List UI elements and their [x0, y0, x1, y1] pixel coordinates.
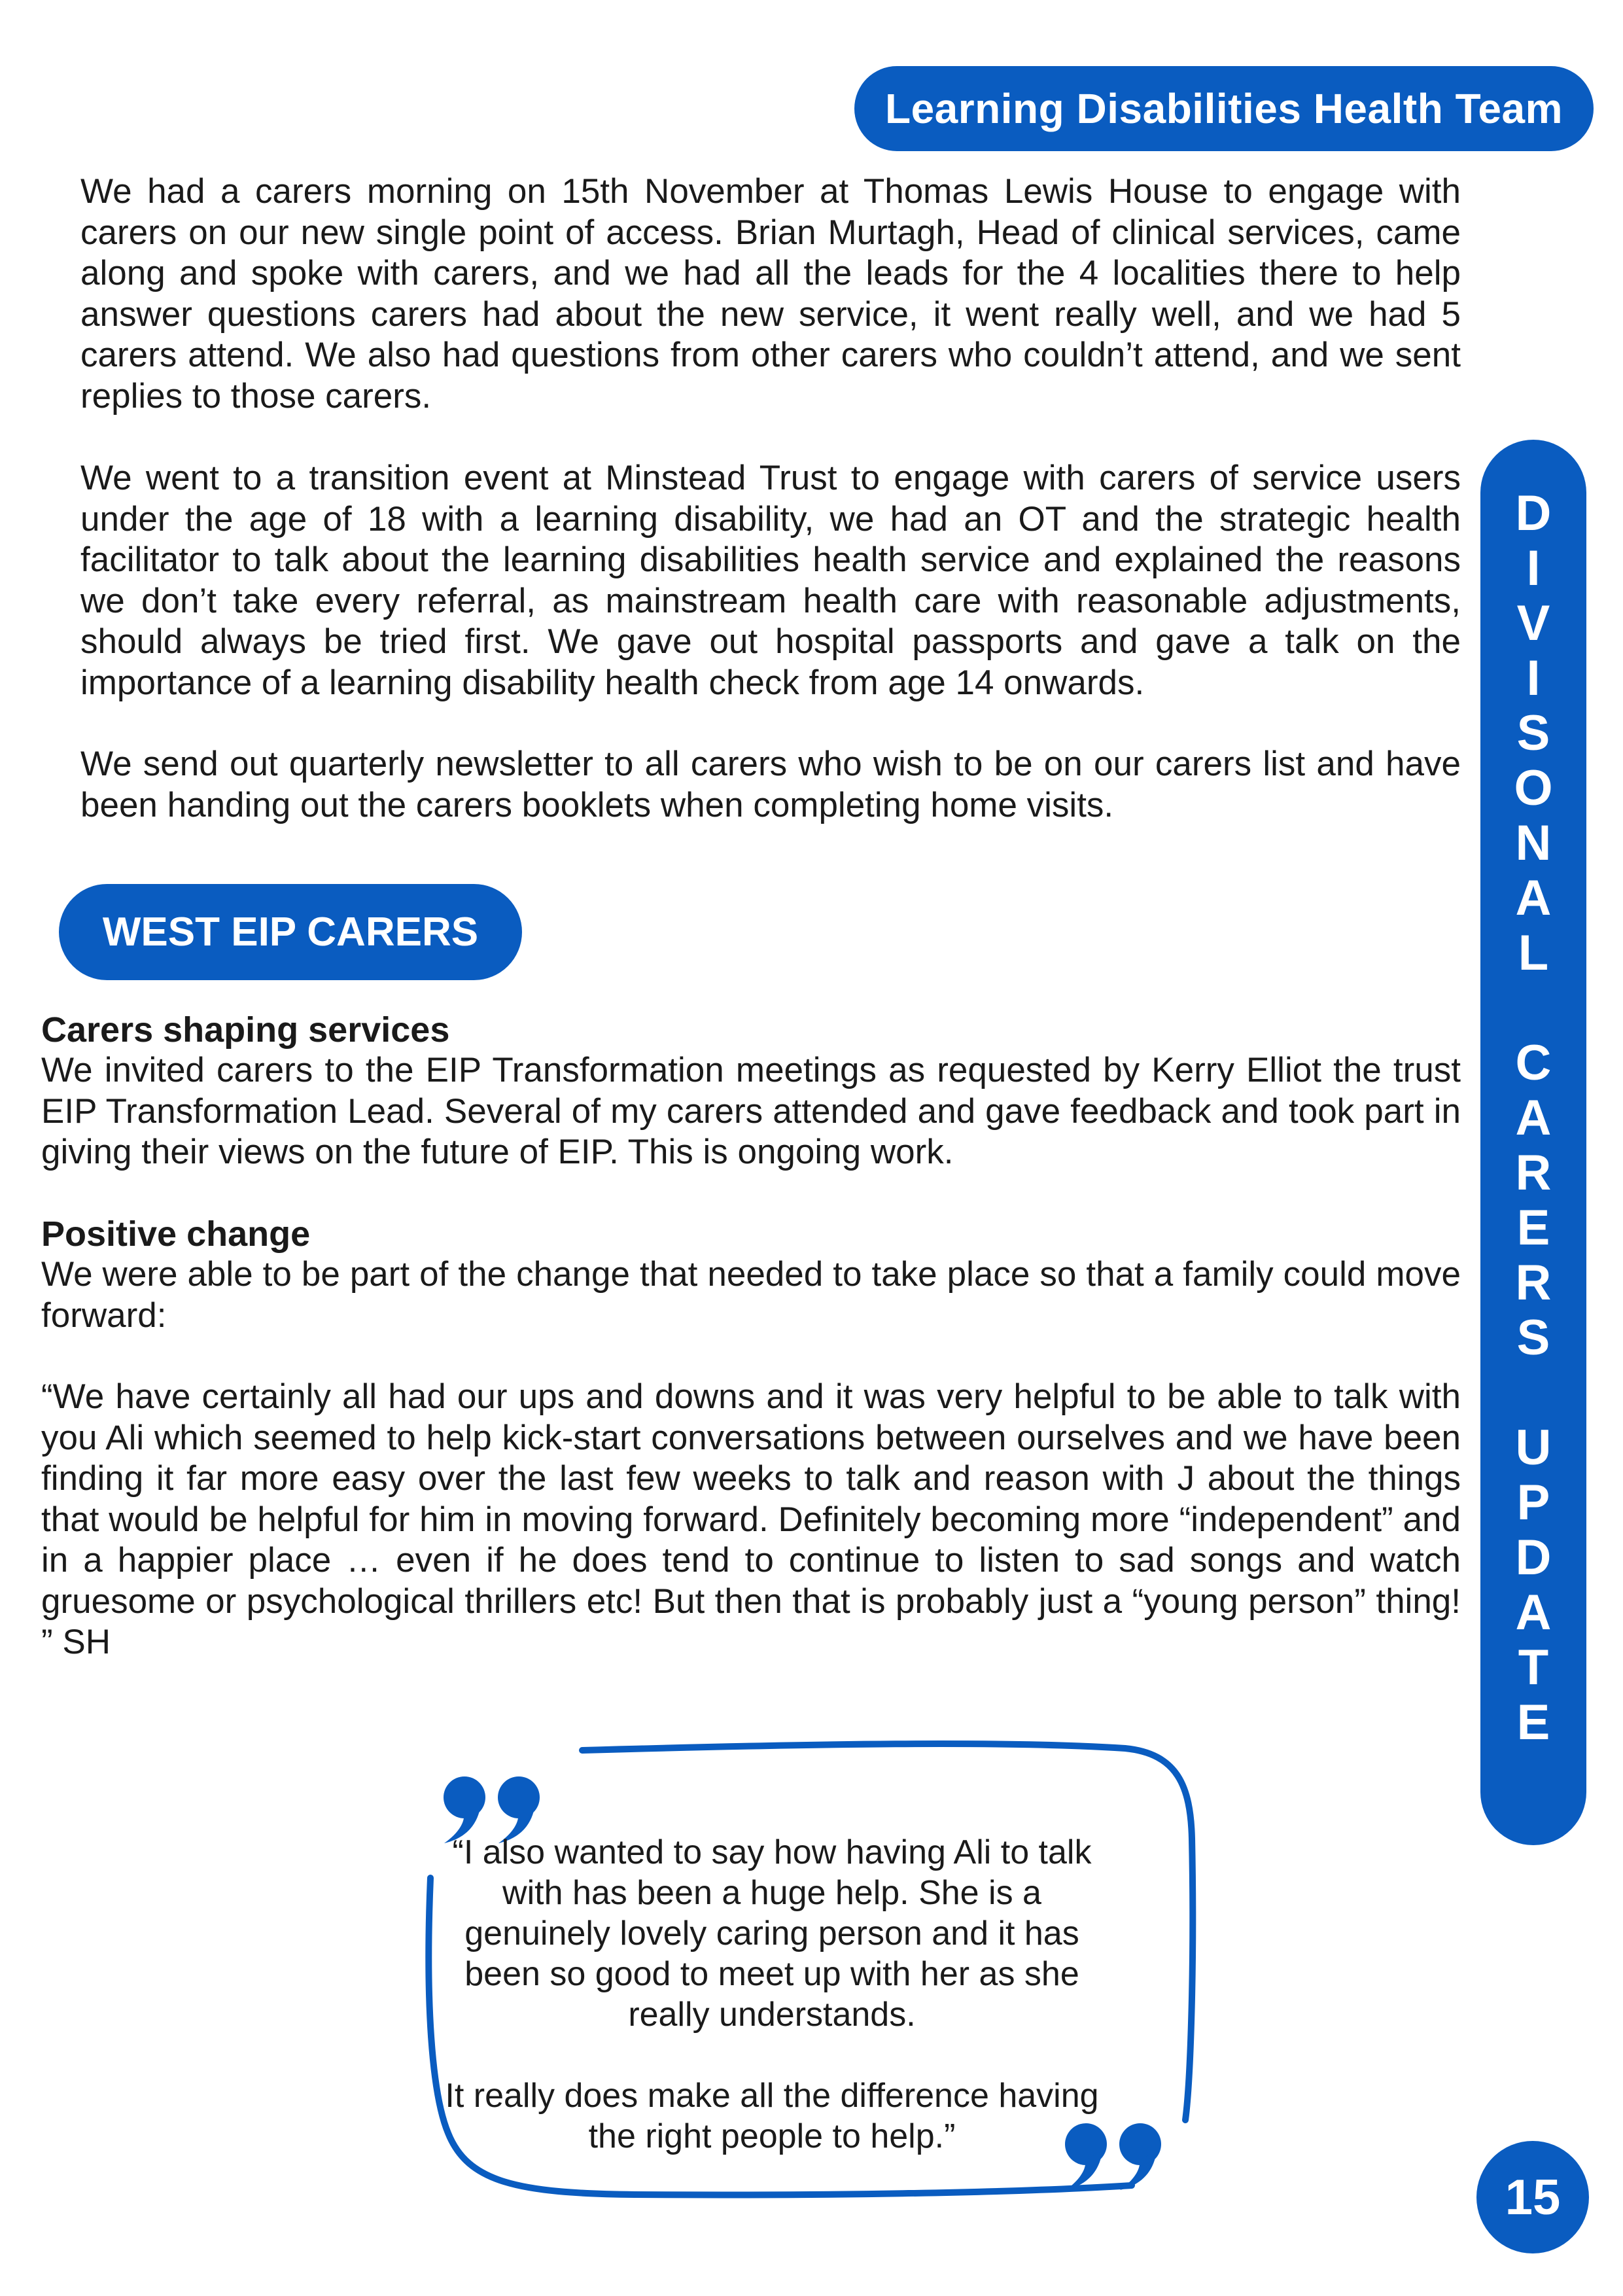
side-tab-letter: U: [1515, 1420, 1552, 1475]
carers-shaping-body: We invited carers to the EIP Transformation meetings as requested by Kerry Elliot the trust EIP Transformation Lead. Several of my carers attended and gave feedback and took part in giving their views on the future of EIP. This is ongoing work.: [41, 1051, 1461, 1171]
page-number: 15: [1476, 2141, 1589, 2253]
ld-paragraph-1: We had a carers morning on 15th November at Thomas Lewis House to engage with carers on our new single point of access. Brian Murtagh, Head of clinical services, came along and spoke with carers, and we had all the leads for the 4 localities there to help answer questions carers had about the new service, it went really well, and we had 5 carers attend. We also had questions from other carers who couldn’t attend, and we sent replies to those carers.: [80, 172, 1461, 415]
header-title: Learning Disabilities Health Team: [854, 66, 1594, 151]
side-tab-letter: I: [1526, 540, 1541, 596]
side-tab-letter: A: [1515, 870, 1552, 926]
side-tab-letter: L: [1518, 925, 1549, 981]
section-title-west-eip: WEST EIP CARERS: [59, 884, 522, 980]
carers-shaping-heading: Carers shaping services: [41, 1010, 450, 1050]
positive-change-heading: Positive change: [41, 1214, 311, 1254]
positive-change-body: We were able to be part of the change that needed to take place so that a family could move forward:: [41, 1255, 1461, 1335]
side-tab-letter: R: [1515, 1255, 1552, 1311]
side-tab-letter: C: [1515, 1035, 1552, 1091]
family-quote: “We have certainly all had our ups and downs and it was very helpful to be able to talk with you Ali which seemed to help kick-start conversations between ourselves and we have been finding it far more easy over the last few weeks to talk and reason with J about the things that would be helpful for him in moving forward. Definitely becoming more “independent” and in a happier place … even if he does tend to continue to listen to sad songs and watch gruesome or psychological thrillers etc! But then that is probably just a “young person” thing! ” SH: [41, 1377, 1461, 1661]
side-tab-letter: V: [1516, 595, 1550, 651]
callout-quote: [432, 1832, 1112, 2157]
side-tab-letter: E: [1516, 1695, 1550, 1750]
side-tab-divisional-carers-update: [1480, 440, 1586, 1845]
side-tab-letter: R: [1515, 1145, 1552, 1201]
side-tab-letter: A: [1515, 1585, 1552, 1640]
side-tab-letter: S: [1516, 705, 1550, 761]
side-tab-letter: T: [1518, 1640, 1549, 1695]
side-tab-letter: P: [1516, 1475, 1550, 1530]
side-tab-letter: S: [1516, 1310, 1550, 1366]
callout-quote-part-2: It really does make all the difference having the right people to help.”: [445, 2077, 1099, 2155]
callout-quote-part-1: “I also wanted to say how having Ali to talk with has been a huge help. She is a genuinely lovely caring person and it has been so good to meet up with her as she really understands.: [452, 1833, 1092, 2034]
side-tab-letter: E: [1516, 1200, 1550, 1256]
side-tab-letter: N: [1515, 815, 1552, 871]
side-tab-letter: I: [1526, 650, 1541, 706]
side-tab-letter: D: [1515, 486, 1552, 541]
ld-paragraph-3: We send out quarterly newsletter to all carers who wish to be on our carers list and have been handing out the carers booklets when completing home visits.: [80, 745, 1461, 824]
side-tab-letter: D: [1515, 1530, 1552, 1585]
side-tab-letter: A: [1515, 1090, 1552, 1146]
ld-paragraph-2: We went to a transition event at Minstead Trust to engage with carers of service users under the age of 18 with a learning disability, we had an OT and the strategic health facilitator to talk about the learning disabilities health service and explained the reasons we don’t take every referral, as mainstream health care with reasonable adjustments, should always be tried first. We gave out hospital passports and gave a talk on the importance of a learning disability health check from age 14 onwards.: [80, 459, 1461, 702]
side-tab-letter: O: [1514, 760, 1553, 816]
